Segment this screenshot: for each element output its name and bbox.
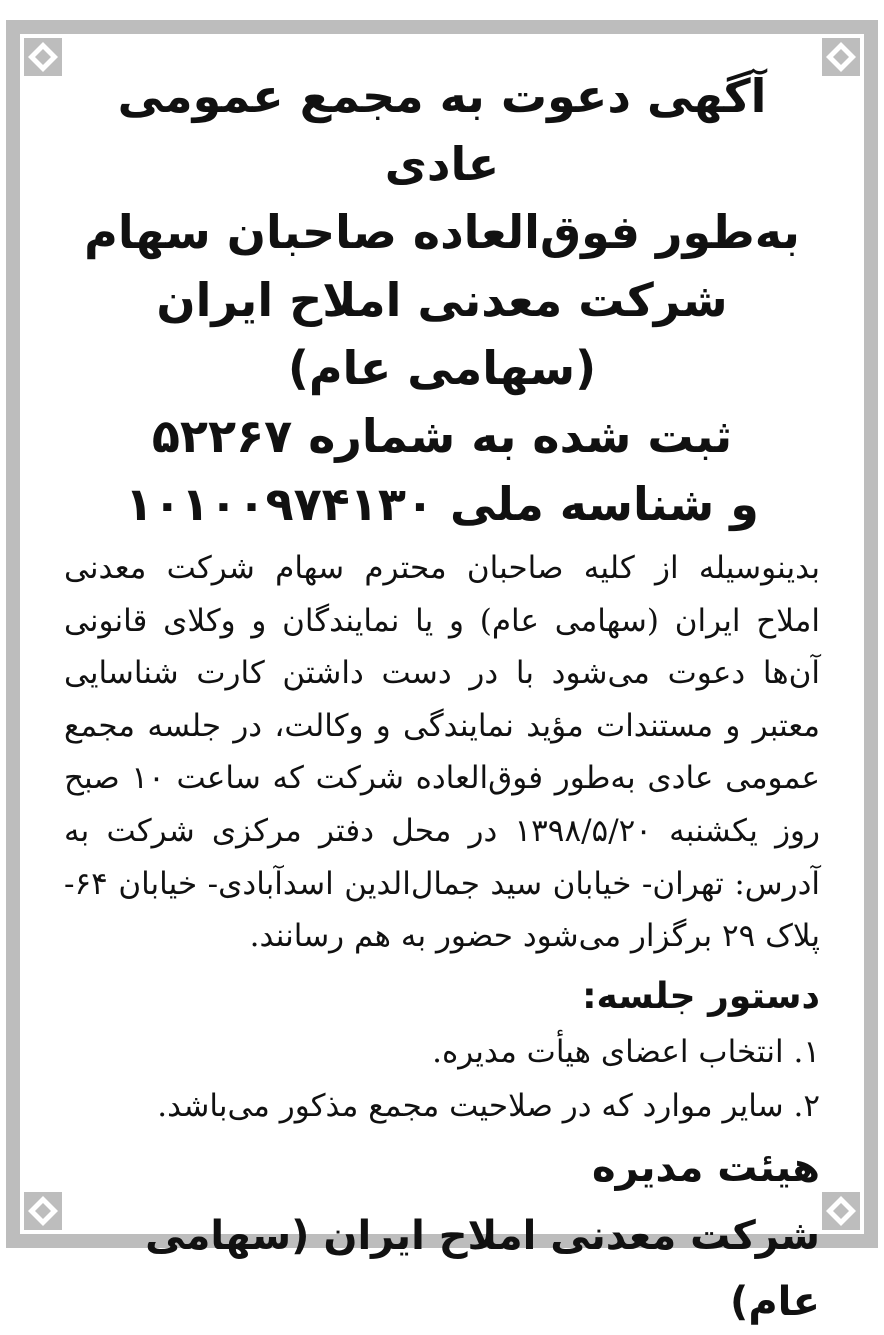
notice-content (64, 62, 820, 1335)
diamond-ornament-icon (822, 1192, 860, 1230)
registration-number-line: ثبت شده به شماره ۵۲۲۶۷ (151, 409, 733, 463)
notice-title-line: شرکت معدنی املاح ایران (سهامی عام) (156, 273, 728, 395)
diamond-ornament-icon (24, 1192, 62, 1230)
notice-frame (6, 20, 878, 1325)
invitation-body: بدینوسیله از کلیه صاحبان محترم سهام شرکت معدنی املاح ایران (سهامی عام) و یا نمایندگان و وکلای قانونی آن‌ها دعوت می‌شود با در دست داشتن کارت شناسایی معتبر و مستندات مؤید نمایندگی و وکالت، در جلسه مجمع عمومی عادی به‌طور فوق‌العاده شرکت که ساعت ۱۰ صبح روز یکشنبه ۱۳۹۸/۵/۲۰ در محل دفتر مرکزی شرکت به آدرس: تهران- خیابان سید جمال‌الدین اسدآبادی- خیابان ۶۴- پلاک ۲۹ برگزار می‌شود حضور به هم رسانند. (64, 550, 820, 955)
signature-company: شرکت معدنی املاح ایران (سهامی عام) (145, 1212, 820, 1325)
diamond-ornament-icon (822, 38, 860, 76)
agenda-heading: دستور جلسه: (582, 975, 820, 1017)
diamond-ornament-icon (24, 38, 62, 76)
notice-panel (20, 34, 864, 1325)
national-id-line: و شناسه ملی ۱۰۱۰۰۹۷۴۱۳۰ (125, 477, 759, 531)
signature-board: هیئت مدیره (591, 1144, 820, 1191)
notice-title-line: به‌طور فوق‌العاده صاحبان سهام (84, 205, 800, 259)
agenda-item: ۲. سایر موارد که در صلاحیت مجمع مذکور می‌باشد. (157, 1087, 820, 1124)
notice-title-line: آگهی دعوت به مجمع عمومی عادی (117, 69, 767, 191)
agenda-item: ۱. انتخاب اعضای هیأت مدیره. (432, 1033, 820, 1070)
